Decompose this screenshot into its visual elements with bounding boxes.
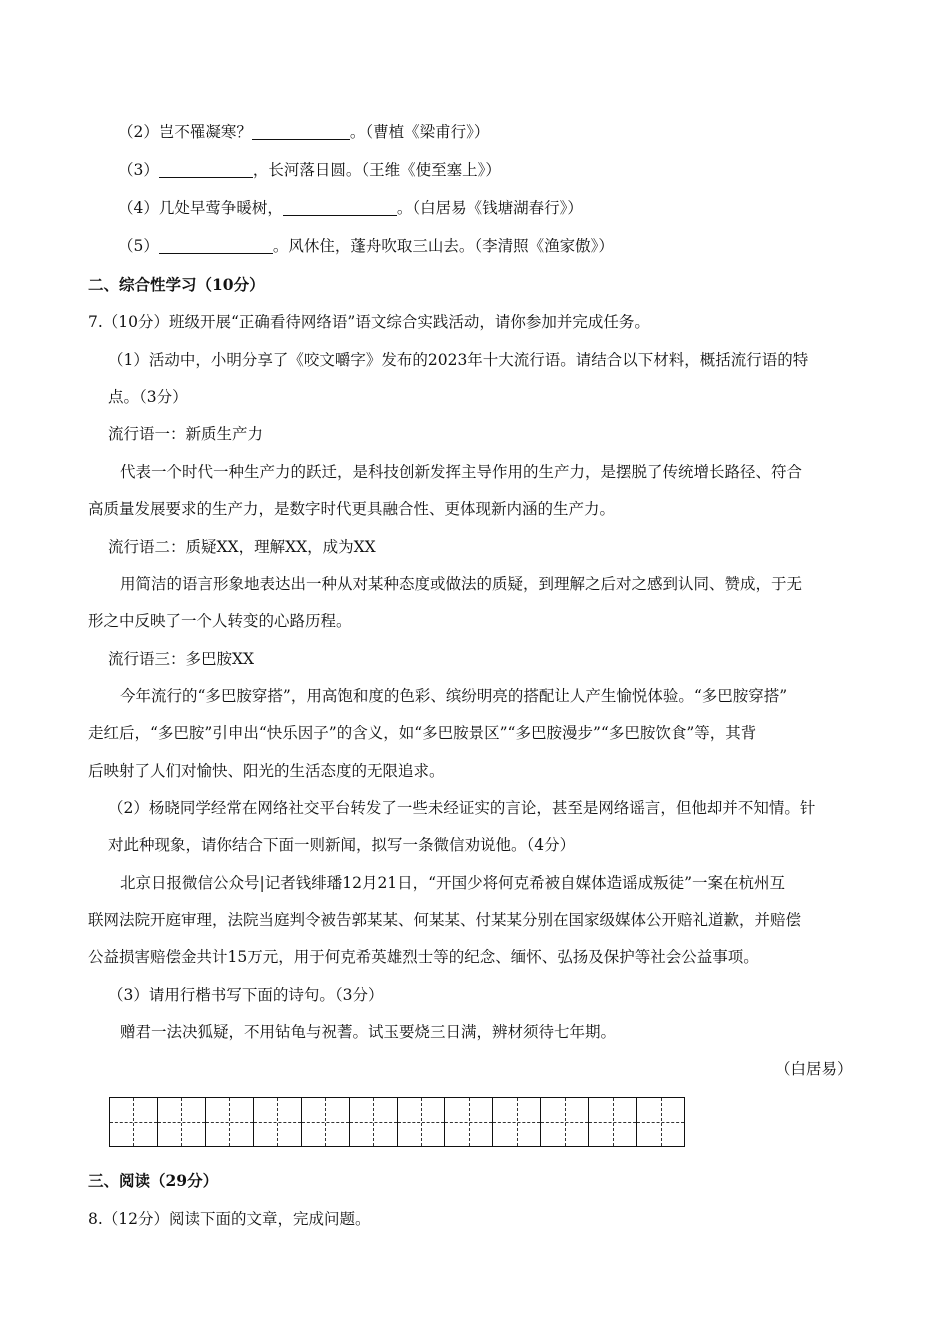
grid-cell[interactable] <box>254 1098 302 1146</box>
answer-blank[interactable] <box>283 199 397 216</box>
news-line3: 公益损害赔偿金共计15万元，用于何克希英雄烈士等的纪念、缅怀、弘扬及保护等社会公益事项。 <box>88 948 759 966</box>
grid-cell[interactable] <box>637 1098 684 1146</box>
grid-cell[interactable] <box>110 1098 158 1146</box>
term-1-title: 流行语一：新质生产力 <box>108 425 264 443</box>
grid-cell[interactable] <box>350 1098 398 1146</box>
term-3-title: 流行语三：多巴胺XX <box>108 650 255 668</box>
term-2-title: 流行语二：质疑XX，理解XX，成为XX <box>108 538 376 556</box>
term-3-desc-line3: 后映射了人们对愉快、阳光的生活态度的无限追求。 <box>88 762 445 780</box>
grid-cell[interactable] <box>398 1098 446 1146</box>
grid-cell[interactable] <box>589 1098 637 1146</box>
term-3-desc-line2: 走红后，“多巴胺”引申出“快乐因子”的含义，如“多巴胺景区”“多巴胺漫步”“多巴胺饮食”等，其背 <box>88 724 757 742</box>
q8-stem: 8.（12分）阅读下面的文章，完成问题。 <box>88 1210 371 1228</box>
term-1-desc-line2: 高质量发展要求的生产力，是数字时代更具融合性、更体现新内涵的生产力。 <box>88 500 616 518</box>
q7-sub2-line1: （2）杨晓同学经常在网络社交平台转发了一些未经证实的言论，甚至是网络谣言，但他却并不知情。针 <box>108 799 816 817</box>
q6-item-4: （4）几处早莺争暖树， 。（白居易《钱塘湖春行》） <box>118 199 583 217</box>
answer-blank[interactable] <box>159 161 253 178</box>
term-3-desc-line1: 今年流行的“多巴胺穿搭”，用高饱和度的色彩、缤纷明亮的搭配让人产生愉悦体验。“多巴胺穿搭” <box>120 687 788 705</box>
q7-sub2-line2: 对此种现象，请你结合下面一则新闻，拟写一条微信劝说他。（4分） <box>108 836 576 854</box>
news-line1: 北京日报微信公众号|记者钱绯璠12月21日，“开国少将何克希被自媒体造谣成叛徒”一案在杭州互 <box>120 874 786 892</box>
grid-cell[interactable] <box>302 1098 350 1146</box>
section-2-heading: 二、综合性学习（10分） <box>88 275 265 294</box>
term-2-desc-line1: 用简洁的语言形象地表达出一种从对某种态度或做法的质疑，到理解之后对之感到认同、赞成，于无 <box>120 575 803 593</box>
answer-blank[interactable] <box>252 123 350 140</box>
grid-cell[interactable] <box>206 1098 254 1146</box>
q7-sub1-line1: （1）活动中，小明分享了《咬文嚼字》发布的2023年十大流行语。请结合以下材料，概括流行语的特 <box>108 351 809 369</box>
grid-cell[interactable] <box>445 1098 493 1146</box>
q6-item-5: （5） 。风休住，蓬舟吹取三山去。（李清照《渔家傲》） <box>118 237 614 255</box>
grid-cell[interactable] <box>158 1098 206 1146</box>
term-2-desc-line2: 形之中反映了一个人转变的心路历程。 <box>88 612 352 630</box>
q7-sub3: （3）请用行楷书写下面的诗句。（3分） <box>108 986 384 1004</box>
grid-cell[interactable] <box>541 1098 589 1146</box>
answer-blank[interactable] <box>159 237 273 254</box>
section-3-heading: 三、阅读（29分） <box>88 1171 219 1190</box>
grid-cell[interactable] <box>493 1098 541 1146</box>
poem-text: 赠君一法决狐疑，不用钻龟与祝蓍。试玉要烧三日满，辨材须待七年期。 <box>120 1023 617 1041</box>
term-1-desc-line1: 代表一个时代一种生产力的跃迁，是科技创新发挥主导作用的生产力，是摆脱了传统增长路径、符合 <box>120 463 803 481</box>
q7-stem: 7.（10分）班级开展“正确看待网络语”语文综合实践活动，请你参加并完成任务。 <box>88 313 650 331</box>
news-line2: 联网法院开庭审理，法院当庭判令被告郭某某、何某某、付某某分别在国家级媒体公开赔礼道歉，并赔偿 <box>88 911 802 929</box>
q6-item-2: （2）岂不罹凝寒？ 。（曹植《梁甫行》） <box>118 123 490 141</box>
q6-item-3: （3） ，长河落日圆。（王维《使至塞上》） <box>118 161 501 179</box>
q7-sub1-line2: 点。（3分） <box>108 388 188 406</box>
poem-author: （白居易） <box>775 1060 853 1078</box>
calligraphy-grid[interactable] <box>109 1097 685 1147</box>
